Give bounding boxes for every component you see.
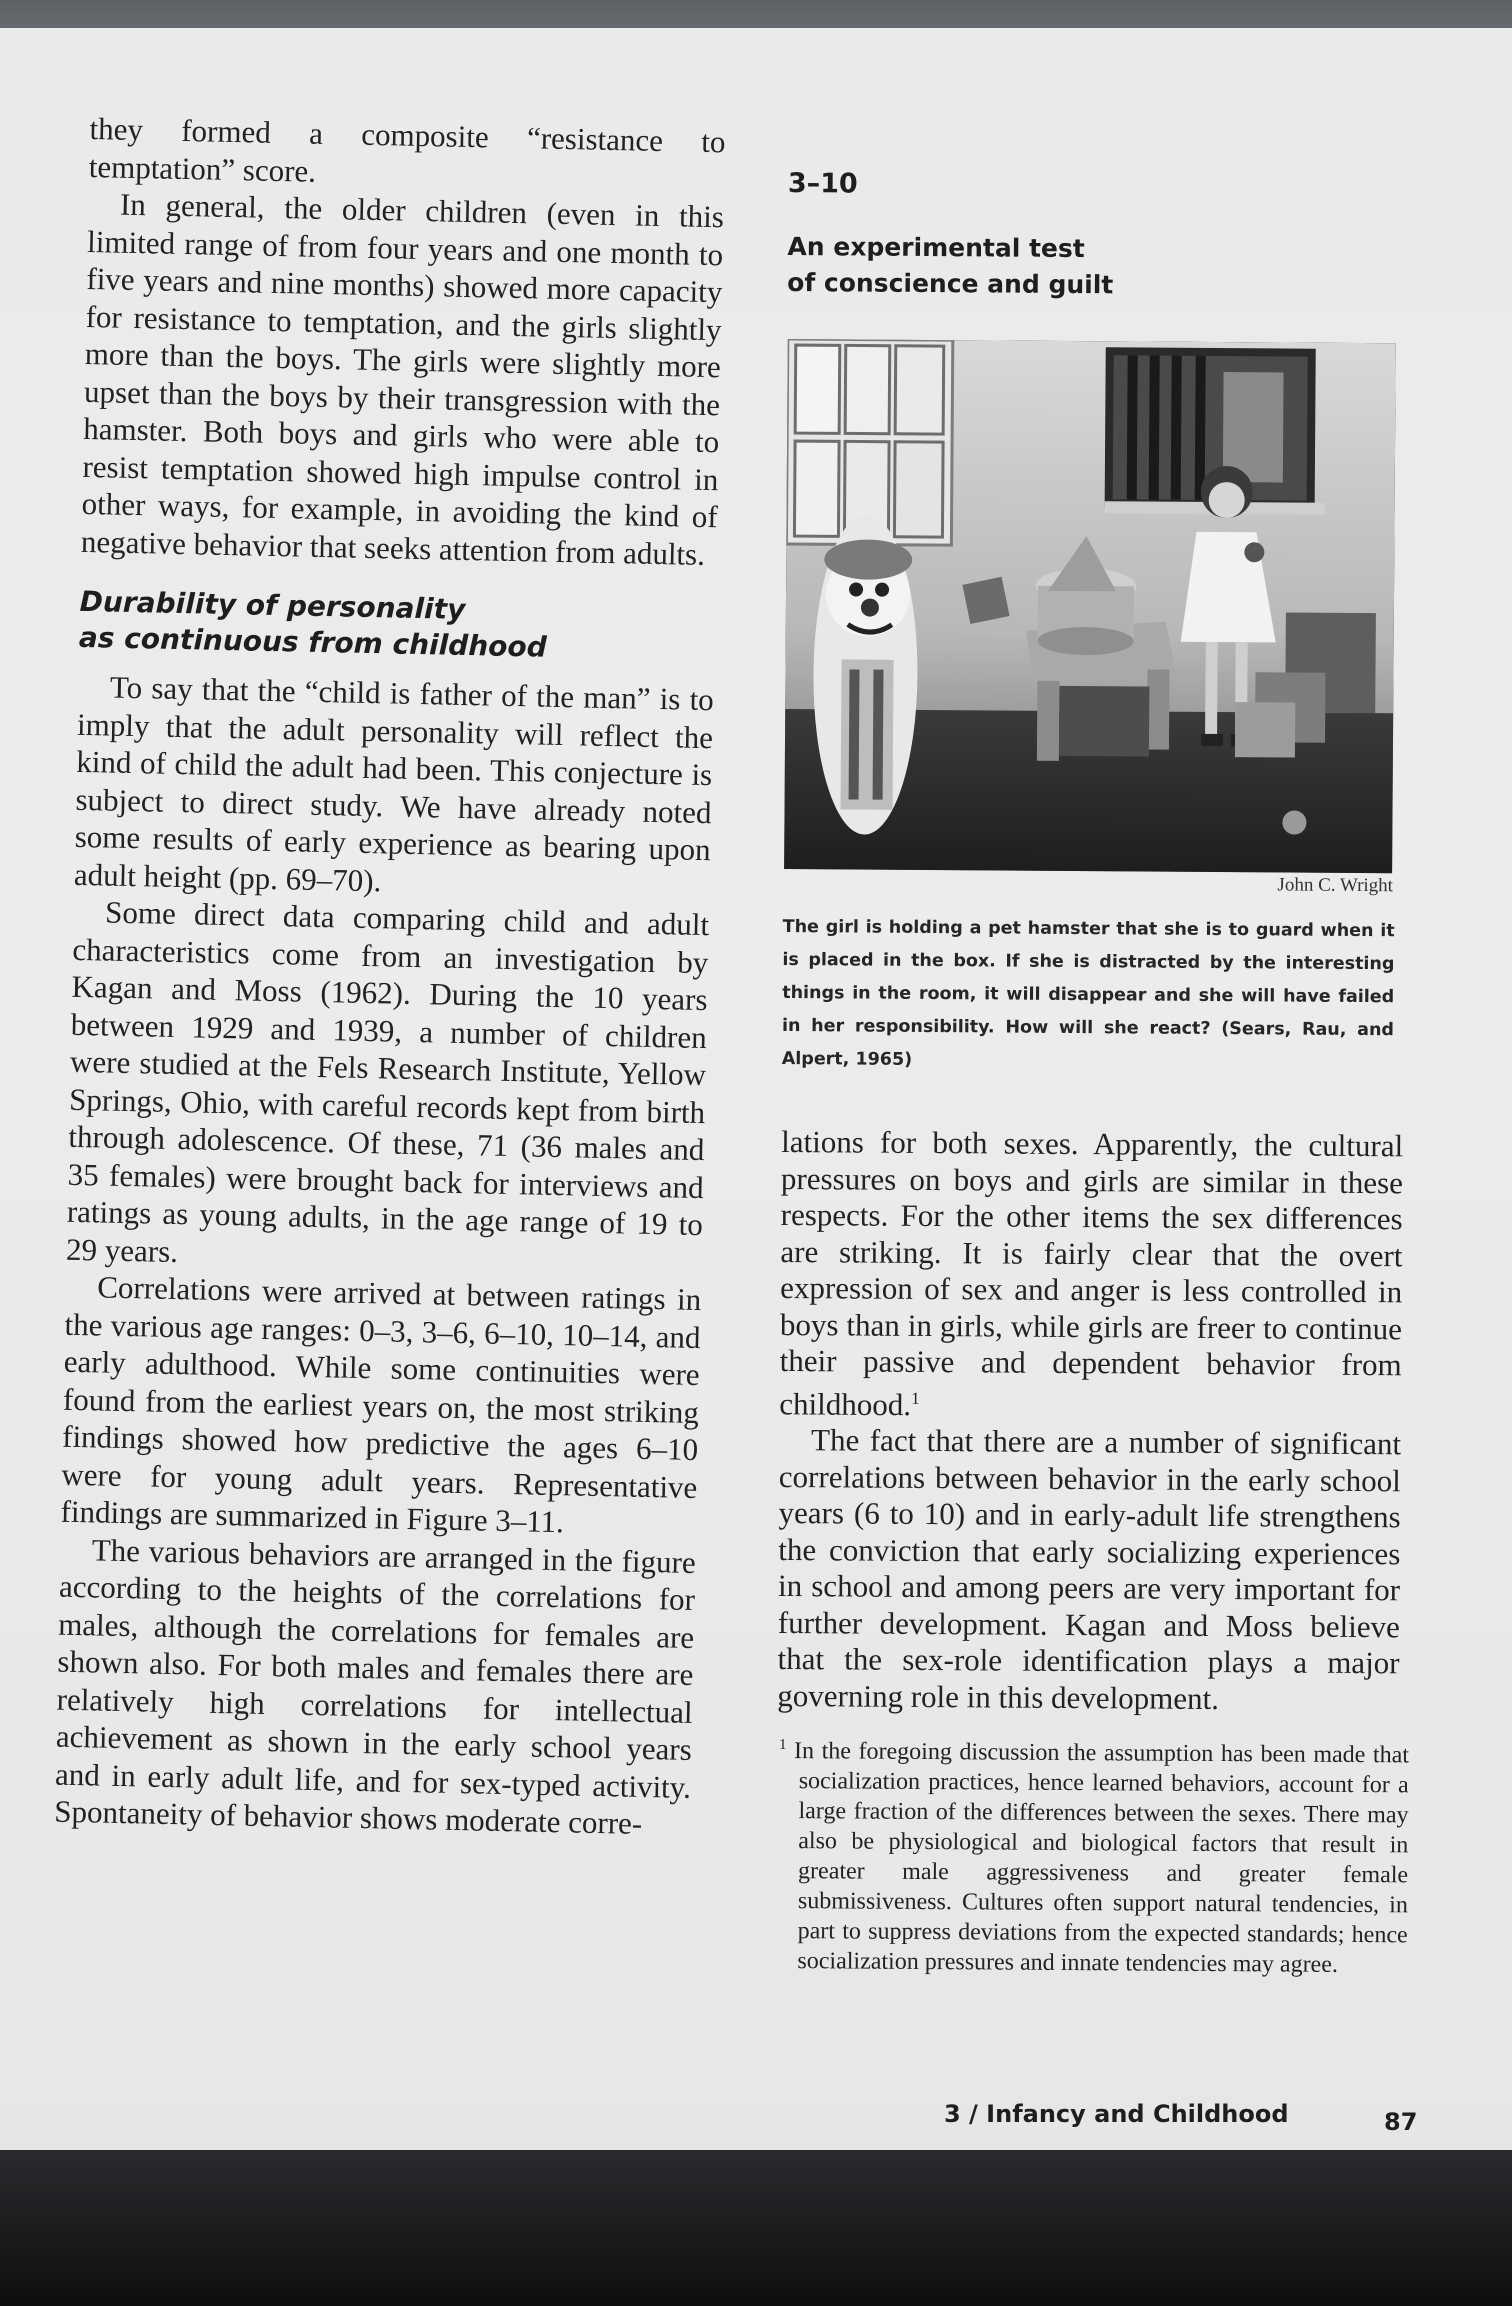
right-column (775, 168, 1418, 1981)
book-page (0, 28, 1512, 2223)
footnote (777, 1730, 1409, 1980)
section-subheading (79, 584, 716, 669)
figure-caption: The girl is holding a pet hamster that she is to guard when it is placed in the box. If she is distracted by the interesting things in the room, it will disappear and she will have failed in her responsibility. How will she react? (Sears, Rau, and Alpert, 1965) (781, 916, 1395, 1070)
paragraph-resistance-findings: In general, the older children (even in this limited range of from four years and one month to five years and nine months) showed more capacity for resistance to temptation, and the girls slightly more than the boys. The girls were slightly more upset than the boys by their transgression with the hamster. Both boys and girls who were able to resist temptation showed high impulse control in other ways, for example, in avoiding the kind of negative behavior that seeks attention from adults. (80, 186, 725, 572)
paragraph-correlations: Correlations were arrived at between ratings in the various age ranges: 0–3, 3–6, 6–10, 10–14, and early adulthood. While some continuities were found from the earliest years on, the most striking findings showed how predictive the ages 6–10 were for young adult years. Representative findings are summarized in Figure 3–11. (60, 1269, 702, 1540)
left-column (54, 110, 726, 1843)
paragraph-kagan-moss: Some direct data comparing child and adult characteristics come from an investigation by Kagan and Moss (1962). During the 10 years between 1929 and 1939, a number of children were studied at the Fels Research Institute, Yellow Springs, Ohio, with careful records kept from birth through adolescence. Of these, 71 (36 males and 35 females) were brought back for interviews and ratings as young adults, in the age range of 19 to 29 years. (65, 894, 710, 1269)
photo-credit: John C. Wright (1277, 874, 1394, 897)
paragraph-continued: they formed a composite “resistance to temptation” score. (88, 110, 726, 189)
floor-toy (1282, 810, 1306, 834)
paragraph-cultural-pressures-text: lations for both sexes. Apparently, the cultural pressures on boys and girls are similar in these respects. For the other items the sex differences are striking. It is fairly clear that the overt expression of sex and anger is less controlled in boys than in girls, while girls are freer to continue their passive and dependent behavior from childhood. (779, 1123, 1404, 1422)
figure-title-line-1: An experimental test (787, 231, 1085, 264)
paragraph-cultural-pressures (779, 1124, 1403, 1427)
paragraph-significant-correlations: The fact that there are a number of significant correlations between behavior in the early school years (6 to 10) and in early-adult life strengthens the conviction that early socializing experiences in school and among peers are very important for further development. Kagan and Moss believe that the sex-role identification plays a major governing role in this development. (777, 1422, 1402, 1716)
subheading-line-1: Durability of personality (79, 584, 466, 626)
page-number: 87 (1384, 2108, 1418, 2136)
footnote-marker: 1 (778, 1737, 787, 1754)
subheading-line-2: as continuous from childhood (78, 620, 548, 664)
page-footer (944, 2100, 1424, 2136)
figure-number: 3–10 (787, 168, 858, 200)
footnote-text: In the foregoing discussion the assumption has been made that socialization practices, hence learned behaviors, account for a large fraction of the differences between the sexes. There may also be physiological and biological factors that result in greater male aggressiveness and greater female submissiveness. Cultures often support natural tendencies, in part to suppress deviations from the expected standards; hence socialization pressures and innate tendencies may agree. (793, 1738, 1410, 1979)
paragraph-child-father: To say that the “child is father of the man” is to imply that the adult personality will reflect the kind of child the adult had been. This conjecture is subject to direct study. We have already noted some results of early experience as bearing upon adult height (pp. 69–70). (73, 669, 715, 898)
running-head: 3 / Infancy and Childhood (944, 2100, 1289, 2128)
figure-photo (784, 339, 1396, 873)
figure-title-line-2: of conscience and guilt (787, 267, 1114, 300)
footnote-reference: 1 (911, 1388, 920, 1408)
figure-title (787, 229, 1417, 305)
window-left (786, 339, 952, 545)
right-body-text (777, 1124, 1403, 1719)
paragraph-behaviors: The various behaviors are arranged in the figure according to the heights of the correlations for males, although the correlations for females are shown also. For both males and females there are relatively high correlations for intellectual achievement as shown in the early school years and in early adult life, and for sex-typed activity. Spontaneity of behavior shows moderate corre- (53, 1531, 697, 1841)
background-bottom (0, 2150, 1512, 2306)
